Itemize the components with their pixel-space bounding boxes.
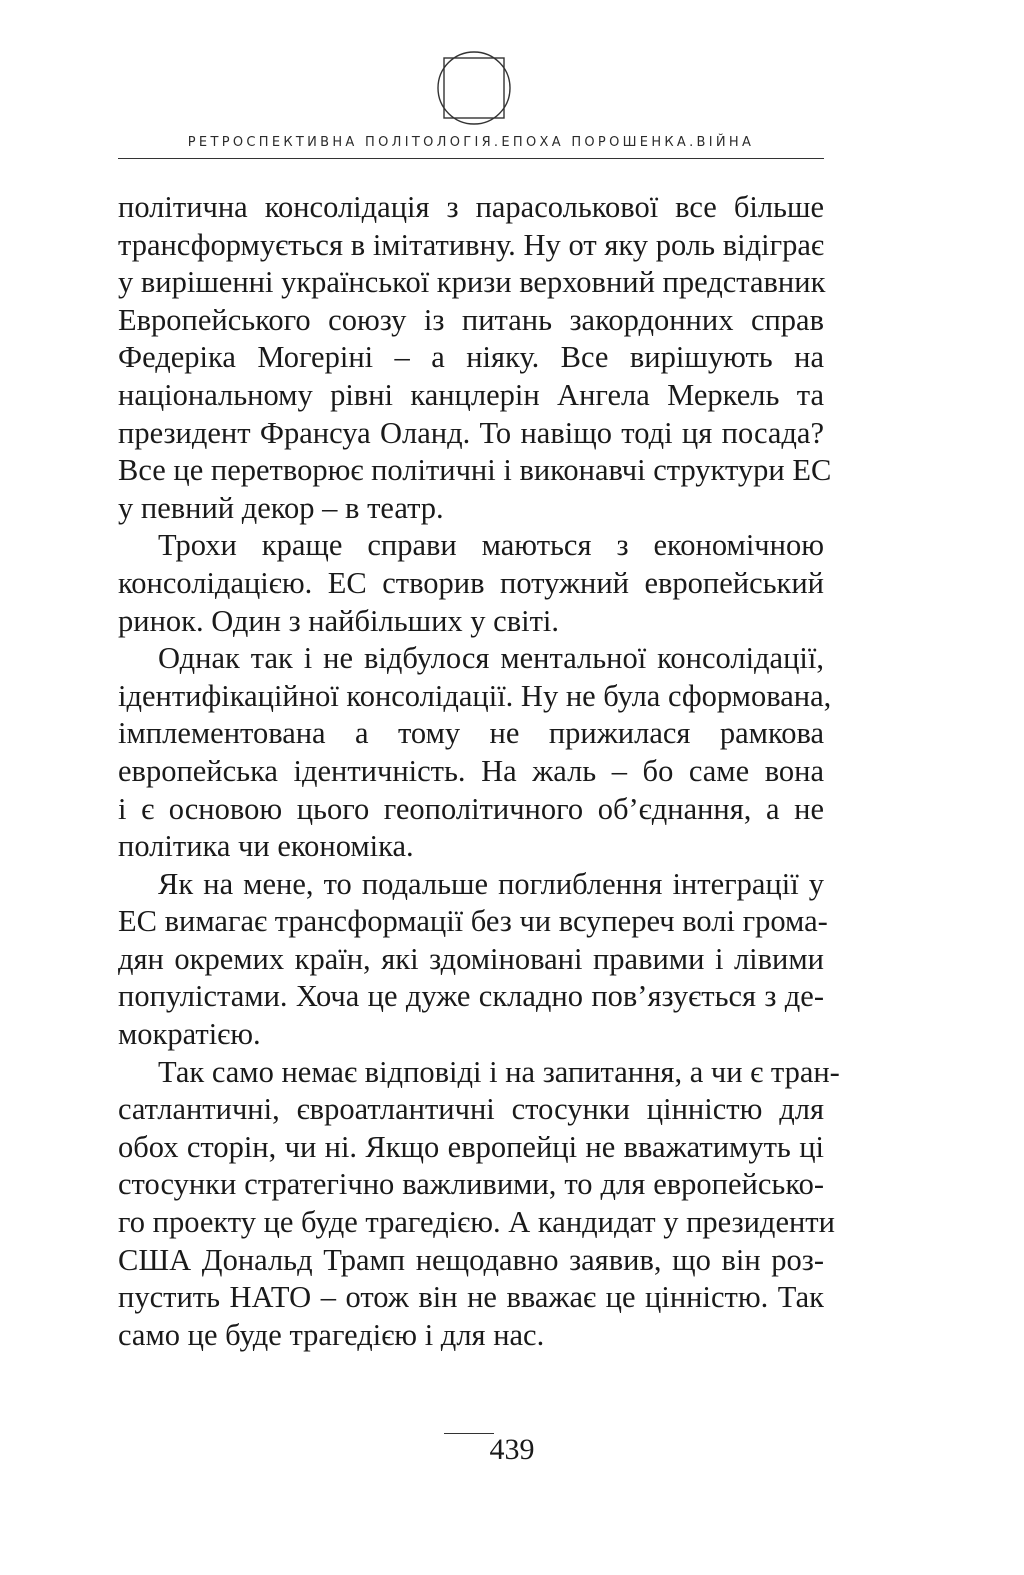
circle-square-emblem-icon <box>436 50 512 126</box>
text-line: політична консолідація з парасолькової все більше <box>118 190 824 224</box>
text-line: Трохи краще справи маються з економічною <box>158 528 824 563</box>
text-line: обох сторін, чи ні. Якщо европейці не вважатимуть ці <box>118 1129 824 1164</box>
text-line: стосунки стратегічно важливими, то для европейсько- <box>118 1167 824 1202</box>
text-line: у вирішенні української кризи верховний представник <box>118 265 826 300</box>
text-line: популістами. Хоча це дуже складно пов’язується з де- <box>118 979 824 1014</box>
text-line: ринок. Один з найбільших у світі. <box>118 603 559 638</box>
text-line: Так само немає відповіді і на запитання, а чи є тран- <box>158 1054 840 1089</box>
text-line: сатлантичні, євроатлантичні стосунки цінністю для <box>118 1092 824 1127</box>
text-line: Все це перетворює політичні і виконавчі структури ЕС <box>118 453 832 488</box>
running-head: РЕТРОСПЕКТИВНА ПОЛІТОЛОГІЯ.ЕПОХА ПОРОШЕНКА.ВІЙНА <box>187 135 755 150</box>
text-line: у певний декор – в театр. <box>118 490 444 525</box>
page-number: 439 <box>489 1433 535 1466</box>
text-line: го проекту це буде трагедією. А кандидат у президенти <box>118 1205 835 1240</box>
text-line: ЕС вимагає трансформації без чи всупереч волі грома- <box>118 904 828 939</box>
text-line: імплементована а тому не прижилася рамкова <box>118 716 824 751</box>
paragraph <box>118 866 828 1054</box>
body-text <box>118 189 840 1354</box>
text-line: ідентифікаційної консолідації. Ну не була сформована, <box>118 678 832 713</box>
paragraph <box>118 189 832 527</box>
text-line: само це буде трагедією і для нас. <box>118 1317 545 1352</box>
text-line: консолідацією. ЕС створив потужний европейський <box>118 565 824 600</box>
paragraph <box>118 640 832 866</box>
paragraph <box>118 527 824 640</box>
text-line: европейська ідентичність. На жаль – бо саме вона <box>118 753 824 788</box>
text-line: мократією. <box>118 1017 261 1052</box>
text-line: і є основою цього геополітичного об’єднання, а не <box>118 791 824 826</box>
text-line: дян окремих країн, які здоміновані правими і лівими <box>118 941 824 976</box>
text-line: Однак так і не відбулося ментальної консолідації, <box>158 641 824 676</box>
text-line: політика чи економіка. <box>118 829 414 864</box>
text-line: США Дональд Трамп нещодавно заявив, що він роз- <box>118 1242 824 1277</box>
text-line: національному рівні канцлерін Ангела Меркель та <box>118 377 824 412</box>
text-line: президент Франсуа Оланд. То навіщо тоді ця посада? <box>118 415 824 450</box>
text-line: Як на мене, то подальше поглиблення інтеграції у <box>158 866 824 901</box>
text-line: пустить НАТО – отож він не вважає це цінністю. Так <box>118 1280 824 1315</box>
text-line: трансформується в імітативну. Ну от яку роль відіграє <box>118 227 824 262</box>
header-divider <box>118 158 824 159</box>
text-line: Федеріка Могеріні – а ніяку. Все вирішують на <box>118 340 824 375</box>
paragraph <box>118 1054 840 1355</box>
text-line: Европейського союзу із питань закордонних справ <box>118 302 824 337</box>
